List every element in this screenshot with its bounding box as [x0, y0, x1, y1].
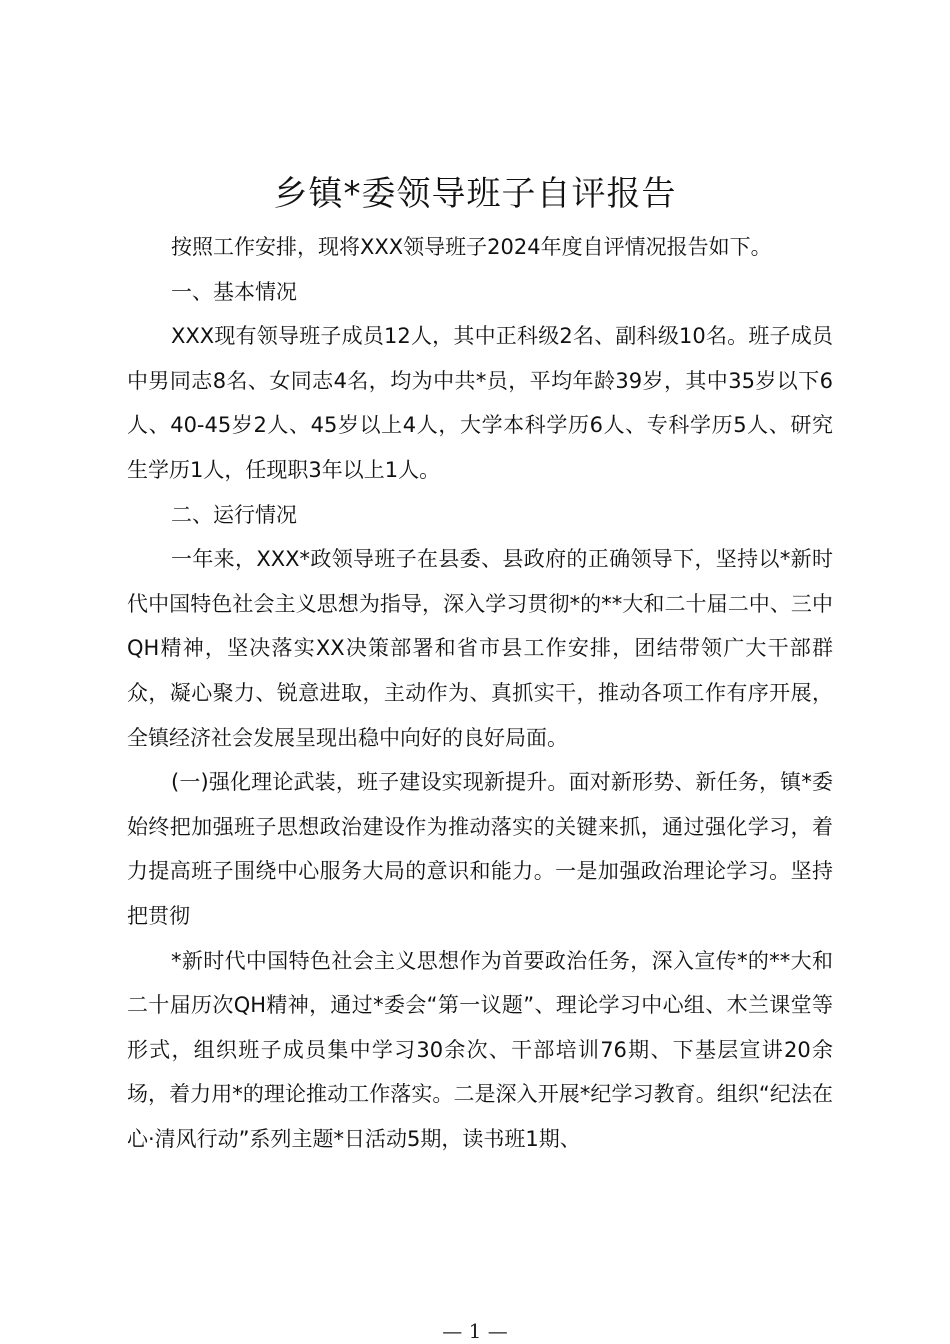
study-paragraph: *新时代中国特色社会主义思想作为首要政治任务，深入宣传*的**大和二十届历次QH精神，通过*委会“第一议题”、理论学习中心组、木兰课堂等形式，组织班子成员集中学习30余次、干部培训76期、下基层宣讲20余场，着力用*的理论推动工作落实。二是深入开展*纪学习教育。组织“纪法在心·清风行动”系列主题*日活动5期，读书班1期、 [127, 948, 833, 1151]
basic-info-paragraph: XXX现有领导班子成员12人，其中正科级2名、副科级10名。班子成员中男同志8名、女同志4名，均为中共*员，平均年龄39岁，其中35岁以下6人、40-45岁2人、45岁以上4人，大学本科学历6人、专科学历5人、研究生学历1人，任现职3年以上1人。 [127, 324, 833, 482]
page-number: — 1 — [442, 1319, 508, 1343]
document-title: 乡镇*委领导班子自评报告 [273, 174, 677, 214]
theory-paragraph: (一)强化理论武装，班子建设实现新提升。面对新形势、新任务，镇*委始终把加强班子思想政治建设作为推动落实的关键来抓，通过强化学习，着力提高班子围绕中心服务大局的意识和能力。一是加强政治理论学习。坚持把贯彻 [127, 770, 833, 928]
intro-paragraph: 按照工作安排，现将XXX领导班子2024年度自评情况报告如下。 [171, 235, 772, 259]
section-heading-basic-info: 一、基本情况 [171, 279, 297, 304]
section-heading-operation: 二、运行情况 [171, 502, 297, 527]
operation-paragraph: 一年来，XXX*政领导班子在县委、县政府的正确领导下，坚持以*新时代中国特色社会主义思想为指导，深入学习贯彻*的**大和二十届二中、三中QH精神，坚决落实XX决策部署和省市县工作安排，团结带领广大干部群众，凝心聚力、锐意进取，主动作为、真抓实干，推动各项工作有序开展，全镇经济社会发展呈现出稳中向好的良好局面。 [127, 547, 833, 750]
document-body [127, 225, 833, 1161]
